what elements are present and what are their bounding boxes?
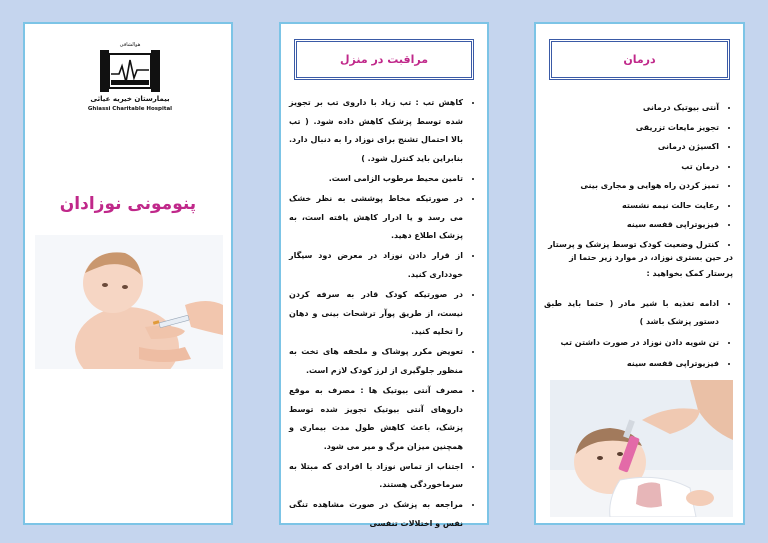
list-item: • اجتناب از تماس نوزاد با افرادی که مبتلا به سرماخوردگی هستند. <box>289 458 463 495</box>
list-item: • ادامه تغذیه با شیر مادر ( حتما باید طبق دستور پزشک باشد ) <box>544 295 719 331</box>
list-item: • تعویض مکرر پوشاک و ملحفه های تخت به منظور جلوگیری از لرز کودک لازم است. <box>289 343 463 380</box>
list-item: • مصرف آنتی بیوتیک ها : مصرف به موقع داروهای آنتی بیوتیک تجویز شده توسط پزشک، باعث کاهش طول مدت بیماری و همچنین میزان مرگ و میر می شود. <box>289 382 463 456</box>
home-care-title: مراقبت در منزل <box>294 39 474 80</box>
list-item: • فیزیوتراپی قفسه سینه <box>544 355 719 373</box>
logo-english-name: Ghiassi Charitable Hospital <box>87 106 173 112</box>
list-item: • کنترل وضعیت کودک توسط پزشک و پرستار <box>544 235 719 255</box>
home-care-panel <box>279 22 489 529</box>
baby-medicine-photo <box>550 380 733 517</box>
list-item: • آنتی بیوتیک درمانی <box>544 98 719 118</box>
nurse-help-note: در حین بستری نوزاد، در موارد زیر حتما از پرستار کمک بخواهید : <box>569 253 733 278</box>
list-item: • فیزیوتراپی قفسه سینه <box>544 215 719 235</box>
treatment-list <box>544 98 733 254</box>
cover-panel <box>23 22 233 525</box>
logo-top-text: هوالشافی <box>119 42 141 48</box>
list-item: • رعایت حالت نیمه نشسته <box>544 196 719 216</box>
nurse-help-list <box>544 295 733 376</box>
list-item: • تمیز کردن راه هوایی و مجاری بینی <box>544 176 719 196</box>
list-item: • درمان تب <box>544 157 719 177</box>
home-care-list <box>289 94 477 535</box>
list-item: • تامین محیط مرطوب الزامی است. <box>289 170 463 189</box>
list-item: • در صورتیکه کودک قادر به سرفه کردن نیست، از طریق پوآر ترشحات بینی و دهان را تخلیه کنید. <box>289 286 463 342</box>
list-item: • تجویز مایعات تزریقی <box>544 118 719 138</box>
hospital-logo <box>75 40 185 120</box>
list-item: • کاهش تب : تب زیاد با داروی تب بر تجویز شده توسط پزشک کاهش داده شود. ( تب بالا احتمال تشنج برای نوزاد را به دنبال دارد. بنابراین باید کنترل شود. ) <box>289 94 463 168</box>
list-item: • در صورتیکه مخاط پوششی به نظر خشک می رسد و یا ادرار کاهش یافته است، به پزشک اطلاع دهید. <box>289 190 463 246</box>
list-item: • مراجعه به پزشک در صورت مشاهده تنگی نفس و اختلالات تنفسی <box>289 496 463 533</box>
brochure-title: پنومونی نوزادان <box>59 194 197 214</box>
list-item: • اکسیژن درمانی <box>544 137 719 157</box>
baby-injection-photo <box>35 235 223 369</box>
treatment-title: درمان <box>549 39 730 80</box>
list-item: • از قرار دادن نوزاد در معرض دود سیگار خودداری کنید. <box>289 247 463 284</box>
logo-persian-name: بیمارستان خیریه عیاثی <box>90 95 170 103</box>
hospital-emblem-icon <box>97 40 163 96</box>
treatment-panel <box>534 22 745 525</box>
list-item: • تن شویه دادن نوزاد در صورت داشتن تب <box>544 334 719 352</box>
